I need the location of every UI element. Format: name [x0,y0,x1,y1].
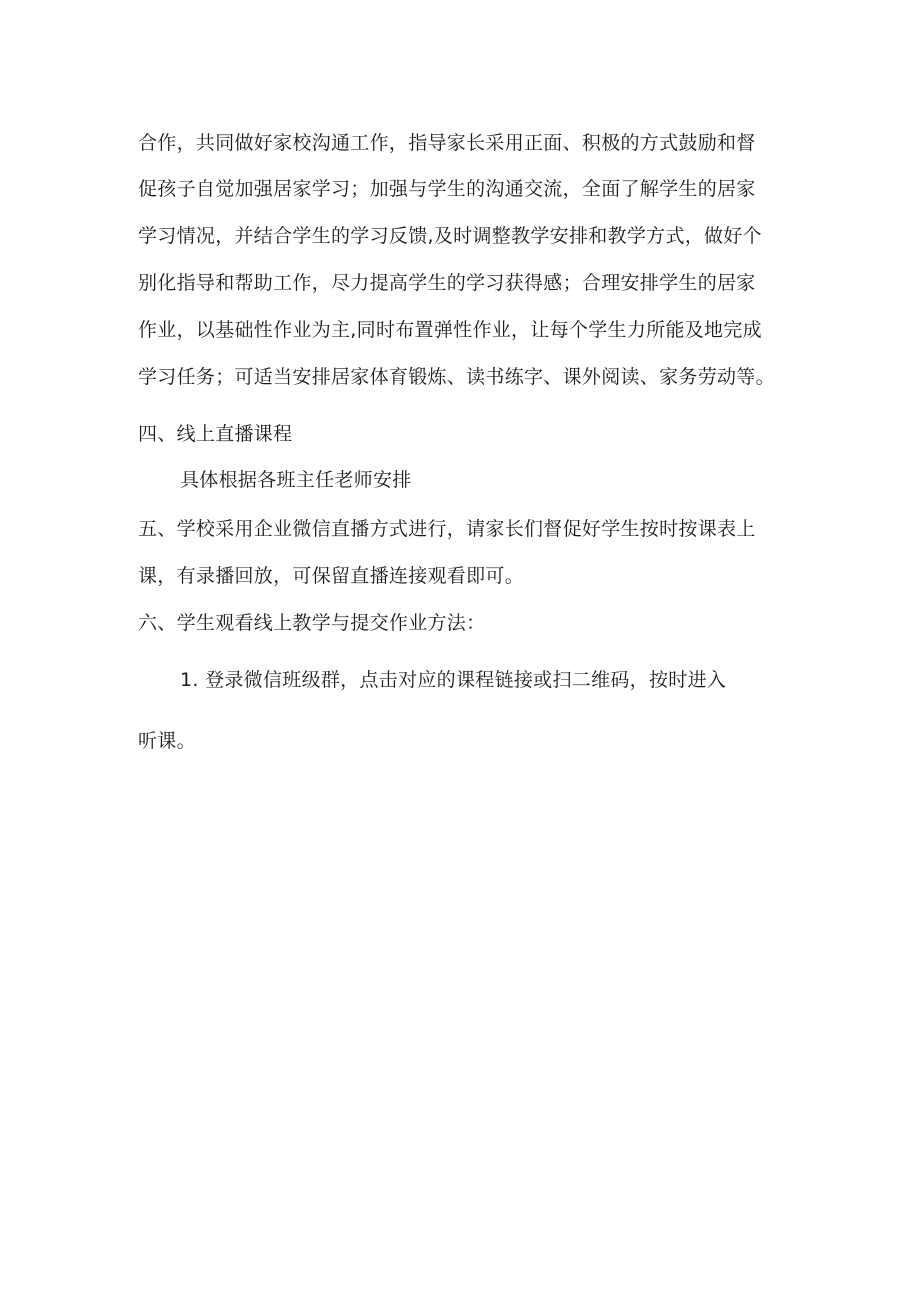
paragraph-line: 作业，以基础性作业为主,同时布置弹性作业，让每个学生力所能及地完成 [138,319,762,341]
paragraph-line: 合作，共同做好家校沟通工作，指导家长采用正面、积极的方式鼓励和督 [138,132,756,154]
section-4-heading: 四、线上直播课程 [138,423,293,445]
paragraph-line: 别化指导和帮助工作，尽力提高学生的学习获得感；合理安排学生的居家 [138,272,756,294]
paragraph-line: 学习情况，并结合学生的学习反馈,及时调整教学安排和教学方式，做好个 [138,225,762,247]
section-5-line: 课，有录播回放，可保留直播连接观看即可。 [138,565,525,587]
section-6-heading: 六、学生观看线上教学与提交作业方法： [138,612,486,634]
section-4-body: 具体根据各班主任老师安排 [180,469,412,491]
section-6-item-1-line: 1. 登录微信班级群，点击对应的课程链接或扫二维码，按时进入 [180,669,727,691]
paragraph-line: 促孩子自觉加强居家学习；加强与学生的沟通交流，全面了解学生的居家 [138,178,756,200]
section-6-item-1-line: 听课。 [138,730,196,752]
section-5-line: 五、学校采用企业微信直播方式进行，请家长们督促好学生按时按课表上 [138,518,756,540]
paragraph-line: 学习任务；可适当安排居家体育锻炼、读书练字、课外阅读、家务劳动等。 [138,366,775,388]
